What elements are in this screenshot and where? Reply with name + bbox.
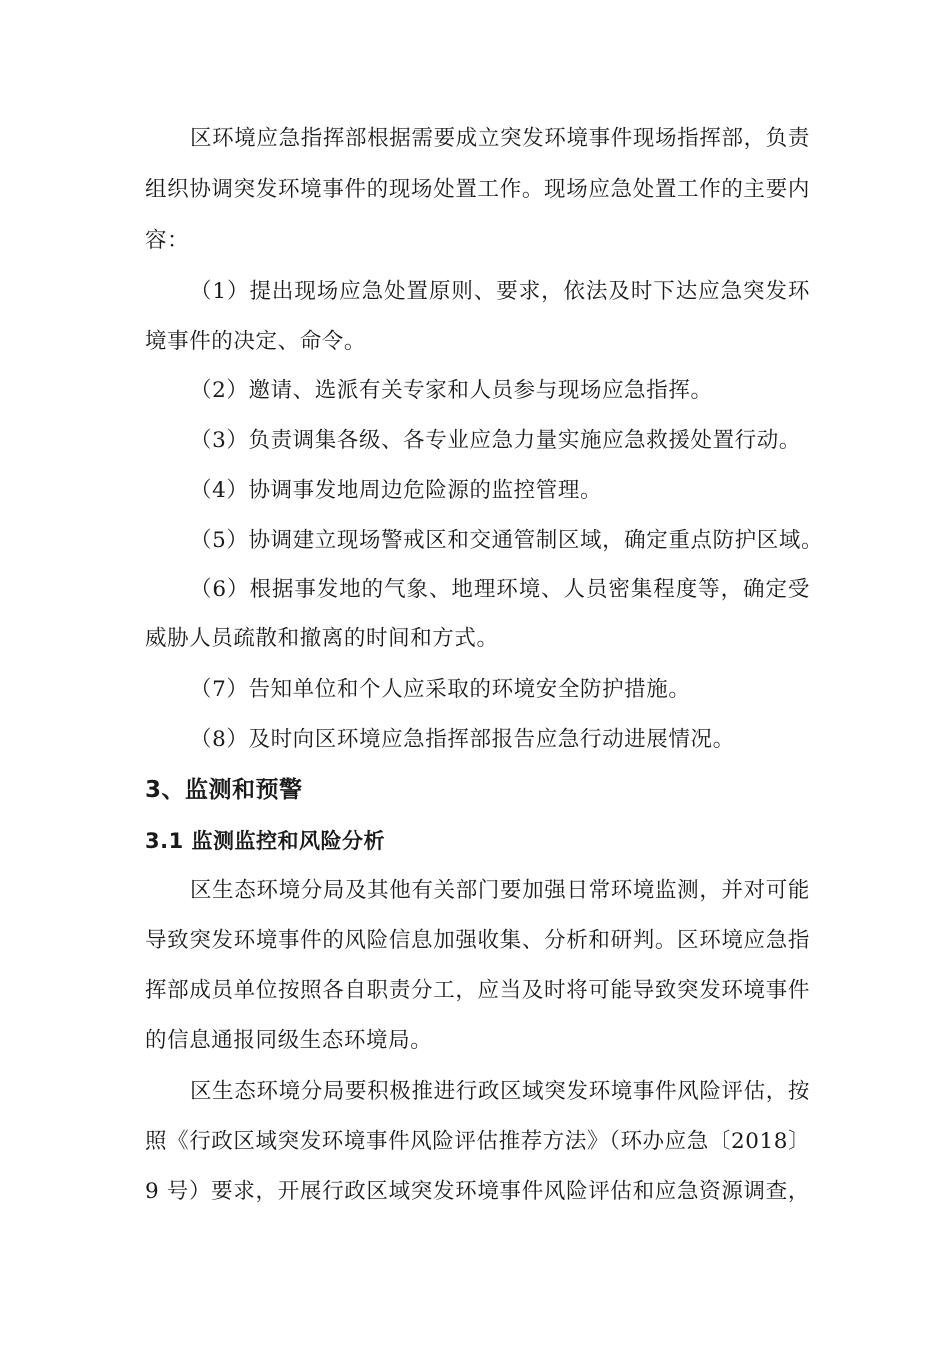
item-7: （7）告知单位和个人应采取的环境安全防护措施。 [190, 677, 691, 702]
item-6-line-1: （6）根据事发地的气象、地理环境、人员密集程度等，确定受 [190, 577, 810, 602]
section-heading: 3、监测和预警 [145, 777, 303, 803]
monitoring-line-3: 挥部成员单位按照各自职责分工，应当及时将可能导致突发环境事件 [145, 978, 810, 1003]
item-1-line-1: （1）提出现场应急处置原则、要求，依法及时下达应急突发环 [190, 279, 810, 304]
item-3: （3）负责调集各级、各专业应急力量实施应急救援处置行动。 [190, 428, 801, 453]
assessment-line-3: 9 号）要求，开展行政区域突发环境事件风险评估和应急资源调查， [145, 1179, 810, 1204]
assessment-line-1: 区生态环境分局要积极推进行政区域突发环境事件风险评估，按 [190, 1079, 810, 1104]
intro-line-1: 区环境应急指挥部根据需要成立突发环境事件现场指挥部，负责 [190, 126, 810, 151]
item-2: （2）邀请、选派有关专家和人员参与现场应急指挥。 [190, 378, 713, 403]
item-4: （4）协调事发地周边危险源的监控管理。 [190, 478, 603, 503]
subsection-heading: 3.1 监测监控和风险分析 [145, 829, 386, 853]
monitoring-line-1: 区生态环境分局及其他有关部门要加强日常环境监测，并对可能 [190, 878, 810, 903]
intro-line-3: 容： [145, 228, 190, 253]
item-1-line-2: 境事件的决定、命令。 [145, 329, 367, 354]
monitoring-line-2: 导致突发环境事件的风险信息加强收集、分析和研判。区环境应急指 [145, 928, 810, 953]
intro-line-2: 组织协调突发环境事件的现场处置工作。现场应急处置工作的主要内 [145, 177, 810, 202]
monitoring-line-4: 的信息通报同级生态环境局。 [145, 1028, 433, 1053]
item-6-line-2: 威胁人员疏散和撤离的时间和方式。 [145, 626, 499, 651]
item-8: （8）及时向区环境应急指挥部报告应急行动进展情况。 [190, 727, 735, 752]
assessment-line-2: 照《行政区域突发环境事件风险评估推荐方法》（环办应急〔2018〕 [145, 1129, 811, 1154]
item-5: （5）协调建立现场警戒区和交通管制区域，确定重点防护区域。 [190, 528, 824, 553]
